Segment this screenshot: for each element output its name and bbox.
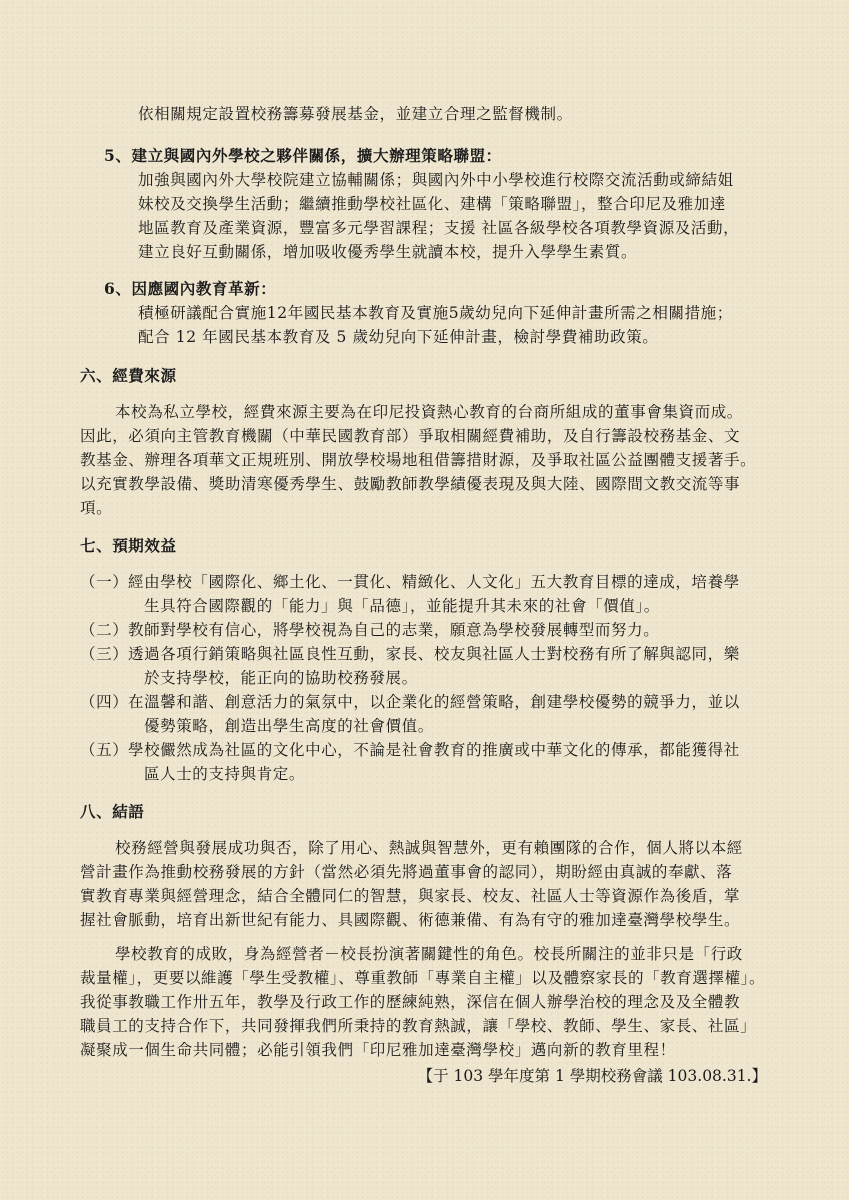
benefit-4-line-1: 在溫馨和諧、創意活力的氣氛中，以企業化的經營策略，創建學校優勢的競爭力，並以 [128,693,740,711]
benefit-3-label: （三） [80,645,129,663]
intro-continuation-line: 依相關規定設置校務籌募發展基金，並建立合理之監督機制。 [138,105,573,123]
benefit-3-line-1: 透過各項行銷策略與社區良性互動，家長、校友與社區人士對校務有所了解與認同，樂 [128,645,740,663]
conclusion-p1-line-1: 校務經營與發展成功與否，除了用心、熱誠與智慧外，更有賴團隊的合作，個人將以本經 [115,839,743,857]
benefit-1-label: （一） [80,573,129,591]
section6-line-4: 以充實教學設備、獎助清寒優秀學生、鼓勵教師教學績優表現及與大陸、國際間文教交流等事 [80,475,741,493]
benefit-5-line-2: 區人士的支持與肯定。 [144,765,306,783]
item5-line-4: 建立良好互動關係，增加吸收優秀學生就讀本校，提升入學學生素質。 [138,243,638,261]
section6-line-3: 教基金、辦理各項華文正規班別、開放學校場地租借籌措財源，及爭取社區公益團體支援著手。 [80,451,757,469]
meeting-footnote: 【于 103 學年度第 1 學期校務會議 103.08.31.】 [417,1067,767,1085]
section6-line-5: 項。 [80,499,113,517]
item5-line-1: 加強與國內外大學校院建立協輔關係；與國內外中小學校進行校際交流活動或締結姐 [138,171,734,189]
section6-line-1: 本校為私立學校，經費來源主要為在印尼投資熱心教育的台商所組成的董事會集資而成。 [115,403,743,421]
section7-heading: 七、預期效益 [80,536,177,555]
item5-line-3: 地區教育及產業資源，豐富多元學習課程；支援 社區各級學校各項教學資源及活動， [138,219,740,237]
section8-heading: 八、結語 [80,802,145,821]
item6-line-2: 配合 12 年國民基本教育及 5 歲幼兒向下延伸計畫，檢討學費補助政策。 [138,328,659,346]
item6-line-1: 積極研議配合實施12年國民基本教育及實施5歲幼兒向下延伸計畫所需之相關措施； [138,304,733,322]
benefit-4-line-2: 優勢策略，創造出學生高度的社會價值。 [144,717,434,735]
section6-line-2: 因此，必須向主管教育機關（中華民國教育部）爭取相關經費補助，及自行籌設校務基金、文 [80,427,741,445]
conclusion-p2-line-5: 凝聚成一個生命共同體；必能引領我們「印尼雅加達臺灣學校」邁向新的教育里程！ [80,1041,676,1059]
section6-heading: 六、經費來源 [80,366,177,385]
conclusion-p1-line-4: 握社會脈動，培育出新世紀有能力、具國際觀、術德兼備、有為有守的雅加達臺灣學校學生。 [80,911,741,929]
conclusion-p1-line-3: 實教育專業與經營理念，結合全體同仁的智慧，與家長、校友、社區人士等資源作為後盾，掌 [80,887,741,905]
benefit-4-label: （四） [80,693,129,711]
benefit-3-line-2: 於支持學校，能正向的協助校務發展。 [144,669,418,687]
benefit-5-line-1: 學校儼然成為社區的文化中心，不論是社會教育的推廣或中華文化的傳承，都能獲得社 [128,741,740,759]
conclusion-p2-line-2: 裁量權」，更要以維護「學生受教權」、尊重教師「專業自主權」以及體察家長的「教育選擇權」。 [80,969,766,987]
benefit-5-label: （五） [80,741,129,759]
conclusion-p1-line-2: 營計畫作為推動校務發展的方針（當然必須先將過董事會的認同），期盼經由真誠的奉獻、落 [80,863,733,881]
item5-line-2: 妹校及交換學生活動；繼續推動學校社區化、建構「策略聯盟」，整合印尼及雅加達 [138,195,726,213]
benefit-2-line-1: 教師對學校有信心，將學校視為自己的志業，願意為學校發展轉型而努力。 [128,621,660,639]
benefit-1-line-1: 經由學校「國際化、鄉土化、一貫化、精緻化、人文化」五大教育目標的達成，培養學 [128,573,740,591]
item5-heading: 5、建立與國內外學校之夥伴關係，擴大辦理策略聯盟： [104,146,502,165]
conclusion-p2-line-4: 職員工的支持合作下，共同發揮我們所秉持的教育熱誠，讓「學校、教師、學生、家長、社區」 [80,1017,757,1035]
conclusion-p2-line-1: 學校教育的成敗，身為經營者－校長扮演著關鍵性的角色。校長所關注的並非只是「行政 [115,945,743,963]
item6-heading: 6、因應國內教育革新： [104,279,277,298]
benefit-1-line-2: 生具符合國際觀的「能力」與「品德」，並能提升其未來的社會「價值」。 [144,597,660,615]
benefit-2-label: （二） [80,621,129,639]
conclusion-p2-line-3: 我從事教職工作卅五年，教學及行政工作的歷練純熟，深信在個人辦學治校的理念及及全體教 [80,993,741,1011]
